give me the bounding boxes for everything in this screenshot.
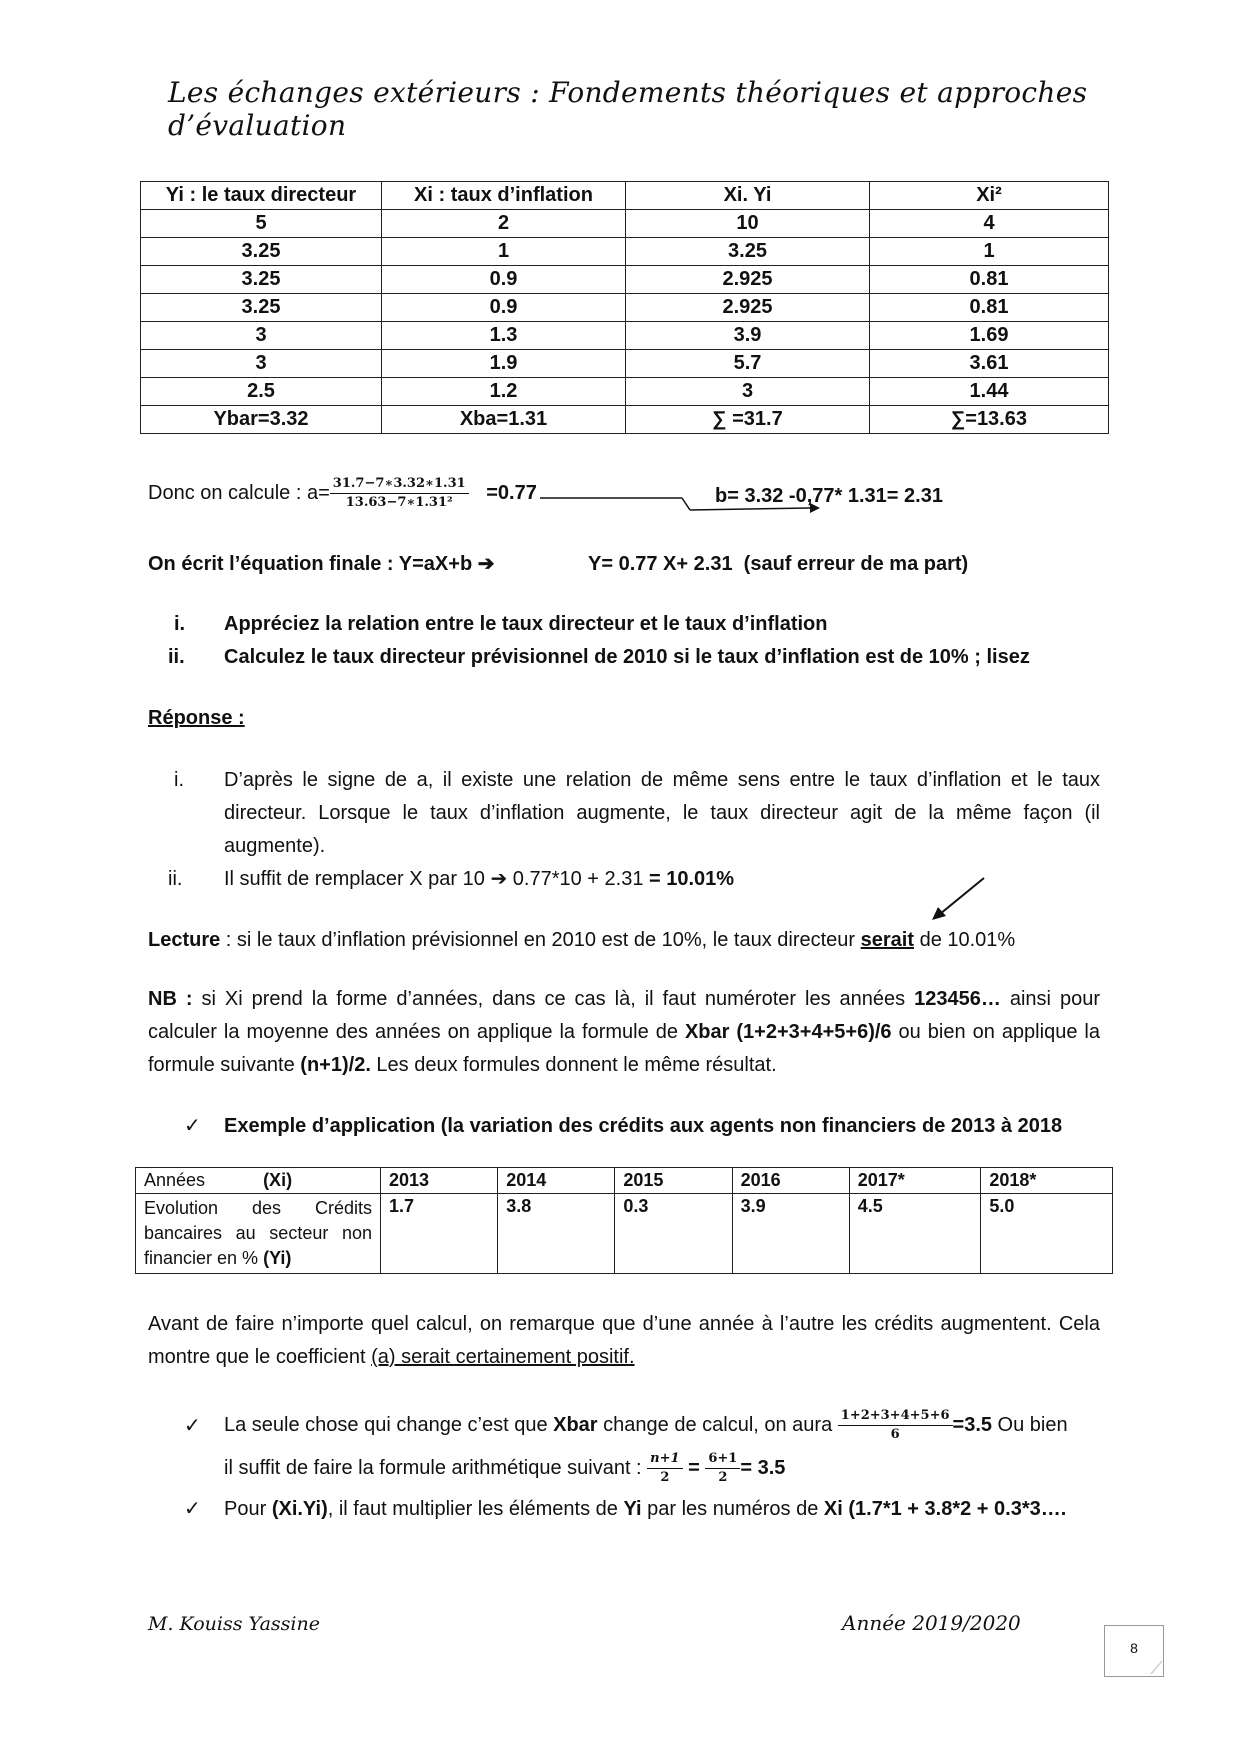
cell: 5.7 (626, 350, 870, 378)
cell: 1.2 (382, 378, 626, 406)
equation-line (148, 548, 495, 581)
checkmark-icon: ✓ (184, 1498, 201, 1520)
nb-text: ainsi pour calculer la moyenne des années on applique la formule de (148, 988, 1100, 1043)
answer-result: = 10.01% (649, 868, 735, 890)
cell: 1 (382, 238, 626, 266)
example-title: Exemple d’application (la variation des crédits aux agents non financiers de 2013 à 2018 (224, 1115, 1063, 1137)
fraction-numerator: n+1 (647, 1451, 682, 1469)
a-result: =0.77 (486, 481, 537, 504)
bullet-text: par les numéros de (641, 1498, 824, 1520)
lecture-text-end: de 10.01% (914, 929, 1016, 951)
cell: ∑=13.63 (870, 406, 1109, 434)
b-result: b= 3.32 -0,77* 1.31= 2.31 (715, 485, 943, 507)
lecture-text: : si le taux d’inflation prévisionnel en 2010 est de 10%, le taux directeur (220, 929, 861, 951)
value-cell: 3.8 (498, 1194, 615, 1274)
bullet-bold: Yi (623, 1498, 642, 1520)
answer-text: D’après le signe de a, il existe une relation de même sens entre le taux d’inflation et le taux directeur. Lorsque le taux d’inflation augmente, le taux directeur agit de la même façon (il augmente). (224, 769, 1100, 857)
sum-fraction (838, 1408, 953, 1443)
cell: 1.69 (870, 322, 1109, 350)
cell: 3 (141, 350, 382, 378)
pointer-arrow-icon (930, 876, 986, 922)
fraction-numerator: 31.7−7∗3.32∗1.31 (330, 476, 469, 494)
cell: 3 (626, 378, 870, 406)
table-row (141, 238, 1109, 266)
question-number: ii. (168, 646, 185, 668)
cell: 0.81 (870, 266, 1109, 294)
table-row (141, 350, 1109, 378)
question-item (148, 608, 1108, 641)
answer-item (148, 764, 1100, 863)
cell: 2 (382, 210, 626, 238)
value-cell: 0.3 (615, 1194, 732, 1274)
fraction-numerator: 1+2+3+4+5+6 (838, 1408, 953, 1426)
value-cell: 1.7 (381, 1194, 498, 1274)
remark-underlined: (a) serait certainement positif. (371, 1346, 635, 1368)
answer-heading: Réponse : (148, 707, 245, 729)
bullet-xbar (184, 1408, 1100, 1486)
header-xiyi: Xi. Yi (626, 182, 870, 210)
cell: 1.9 (382, 350, 626, 378)
cell: ∑ =31.7 (626, 406, 870, 434)
cell: 3.25 (141, 294, 382, 322)
year-cell: 2015 (615, 1168, 732, 1194)
years-label: Années (144, 1170, 206, 1190)
cell: 3.25 (141, 238, 382, 266)
bullet-line (224, 1408, 1100, 1443)
lecture-line (148, 924, 1015, 957)
values-label-var: (Yi) (263, 1248, 292, 1268)
nb-bold: (n+1)/2. (300, 1054, 371, 1076)
cell: 3.61 (870, 350, 1109, 378)
nb-label: NB : (148, 988, 193, 1010)
bullet-text: , il faut multiplier les éléments de (327, 1498, 624, 1520)
value-cell: 3.9 (732, 1194, 849, 1274)
table-total-row (141, 406, 1109, 434)
header-xi2: Xi² (870, 182, 1109, 210)
year-cell: 2014 (498, 1168, 615, 1194)
answer-text: Il suffit de remplacer X par 10 (224, 868, 485, 890)
page-title: Les échanges extérieurs : Fondements théoriques et approches d’évaluation (168, 76, 1088, 142)
question-list (148, 608, 1108, 674)
cell: 1.44 (870, 378, 1109, 406)
page-curl-icon (1150, 1660, 1164, 1676)
year-cell: 2017* (849, 1168, 981, 1194)
calc-prefix: Donc on calcule : a= (148, 481, 330, 504)
bullet-text: La seule chose qui change c’est que (224, 1413, 554, 1436)
a-fraction (330, 476, 469, 511)
table-row (141, 210, 1109, 238)
answer-number: ii. (168, 868, 183, 890)
cell: 1.3 (382, 322, 626, 350)
table-header-row (141, 182, 1109, 210)
nb-text: ou bien on applique la formule suivante (148, 1021, 1100, 1076)
calculation-line (148, 476, 537, 511)
header-xi: Xi : taux d’inflation (382, 182, 626, 210)
credits-table (135, 1167, 1113, 1274)
values-label-cell (136, 1194, 381, 1274)
page-number: 8 (1104, 1625, 1164, 1677)
fraction-denominator: 2 (660, 1470, 670, 1485)
bullet-text: il suffit de faire la formule arithmétique suivant : (224, 1456, 648, 1479)
lecture-label: Lecture (148, 929, 221, 951)
bullet-text: Ou bien (992, 1413, 1068, 1436)
table-row (141, 322, 1109, 350)
question-text: Appréciez la relation entre le taux directeur et le taux d’inflation (224, 613, 828, 635)
cell: 2.925 (626, 266, 870, 294)
nb-bold: 123456… (914, 988, 1001, 1010)
checkmark-icon: ✓ (184, 1115, 201, 1137)
header-yi: Yi : le taux directeur (141, 182, 382, 210)
table-row (141, 266, 1109, 294)
bullet-result: = 3.5 (740, 1456, 786, 1479)
regression-table (140, 181, 1109, 434)
bullet-bold: (Xi.Yi) (271, 1498, 328, 1520)
year-cell: 2016 (732, 1168, 849, 1194)
cell: 3.9 (626, 322, 870, 350)
bullet-text: change de calcul, on aura (597, 1413, 838, 1436)
nb-bold: Xbar (1+2+3+4+5+6)/6 (684, 1021, 892, 1043)
answer-calc: 0.77*10 + 2.31 (512, 868, 644, 890)
cell: 0.9 (382, 266, 626, 294)
bullet-xiyi (184, 1493, 1100, 1526)
nb-text: Les deux formules donnent le même résultat. (370, 1054, 777, 1076)
equation-result: Y= 0.77 X+ 2.31 (sauf erreur de ma part) (588, 553, 969, 575)
cell: 10 (626, 210, 870, 238)
cell: 2.5 (141, 378, 382, 406)
footer-year: Année 2019/2020 (842, 1611, 1021, 1635)
cell: 0.9 (382, 294, 626, 322)
answer-number: i. (174, 769, 184, 791)
question-item (148, 641, 1108, 674)
n-fraction (647, 1451, 682, 1486)
bullet-bold: Xbar (553, 1413, 598, 1436)
bullet-bold: Xi (1.7*1 + 3.8*2 + 0.3*3…. (823, 1498, 1067, 1520)
nb-text: si Xi prend la forme d’années, dans ce cas là, il faut numéroter les années (192, 988, 915, 1010)
lecture-underlined: serait (860, 929, 915, 951)
remark-text: Avant de faire n’importe quel calcul, on remarque que d’une année à l’autre les crédits augmentent. Cela montre que le coefficient (148, 1313, 1100, 1368)
values-label: Evolution des Crédits bancaires au secteur non financier en % (144, 1198, 372, 1268)
fraction-denominator: 13.63−7∗1.31² (345, 495, 453, 510)
checkmark-icon: ✓ (184, 1415, 201, 1437)
arrow-right-icon: ➔ (477, 553, 495, 575)
value-cell: 4.5 (849, 1194, 981, 1274)
equals-sign: = (682, 1456, 706, 1479)
values-row (136, 1194, 1113, 1274)
cell: Xba=1.31 (382, 406, 626, 434)
footer-author: M. Kouiss Yassine (148, 1613, 320, 1635)
bullet-line (224, 1493, 1100, 1526)
table-row (141, 294, 1109, 322)
cell: 0.81 (870, 294, 1109, 322)
cell: 1 (870, 238, 1109, 266)
remark-paragraph (148, 1308, 1100, 1374)
fraction-denominator: 2 (718, 1470, 728, 1485)
arrow-right-icon: ➔ (490, 868, 508, 890)
cell: 5 (141, 210, 382, 238)
cell: 3 (141, 322, 382, 350)
year-cell: 2013 (381, 1168, 498, 1194)
bullet-line (224, 1451, 1100, 1486)
table-row (141, 378, 1109, 406)
cell: 3.25 (141, 266, 382, 294)
bullet-text: Pour (224, 1498, 272, 1520)
cell: Ybar=3.32 (141, 406, 382, 434)
fraction-numerator: 6+1 (705, 1451, 740, 1469)
value-cell: 5.0 (981, 1194, 1113, 1274)
fraction-denominator: 6 (890, 1427, 900, 1442)
years-label-var: (Xi) (263, 1170, 293, 1190)
question-number: i. (174, 613, 186, 635)
cell: 3.25 (626, 238, 870, 266)
value-fraction (705, 1451, 740, 1486)
years-label-cell (136, 1168, 381, 1194)
year-cell: 2018* (981, 1168, 1113, 1194)
nb-paragraph (148, 983, 1100, 1082)
equation-label: On écrit l’équation finale : Y=aX+b (148, 553, 473, 575)
bullet-result: =3.5 (952, 1413, 992, 1436)
question-text: Calculez le taux directeur prévisionnel de 2010 si le taux d’inflation est de 10% ; lisez (224, 646, 1030, 668)
example-heading (184, 1110, 1062, 1143)
cell: 2.925 (626, 294, 870, 322)
years-row (136, 1168, 1113, 1194)
cell: 4 (870, 210, 1109, 238)
